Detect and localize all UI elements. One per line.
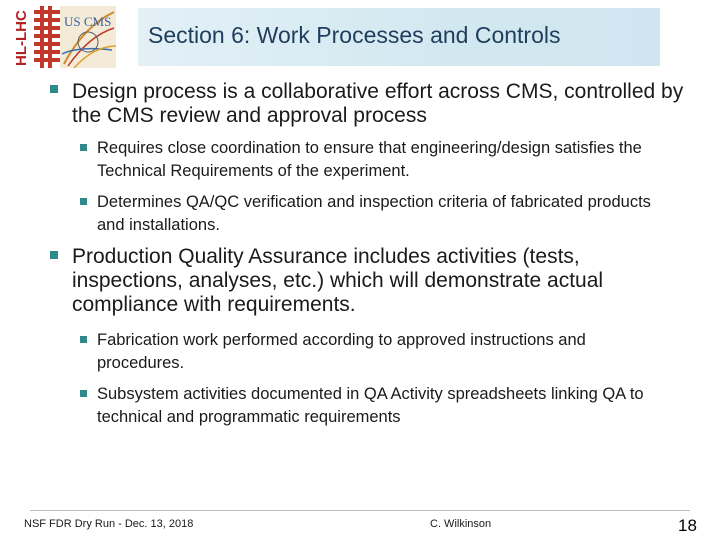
bullet-2: Production Quality Assurance includes activities (tests, inspections, analyses, etc.) which will demonstrate actual compliance with requirements. <box>72 245 604 316</box>
bullet-2-sub-2: Subsystem activities documented in QA Activity spreadsheets linking QA to technical and programmatic requirements <box>97 385 644 426</box>
footer-author: C. Wilkinson <box>430 518 492 530</box>
hl-lhc-logo <box>6 6 34 68</box>
sub-bullet-marker <box>80 390 87 397</box>
bullet-1-sub-2: Determines QA/QC verification and inspection criteria of fabricated products and installations. <box>97 193 651 234</box>
bullet-1: Design process is a collaborative effort across CMS, controlled by the CMS review and approval process <box>72 80 684 127</box>
cms-logo <box>34 6 116 68</box>
sub-bullet-marker <box>80 144 87 151</box>
bullet-marker <box>50 85 58 93</box>
sub-bullet-marker <box>80 198 87 205</box>
cms-logo-text: US CMS <box>64 14 112 29</box>
title-bar <box>138 8 660 66</box>
slide-title: Section 6: Work Processes and Controls <box>148 22 561 48</box>
hl-lhc-logo-text: HL-LHC <box>13 10 30 66</box>
sub-bullet-marker <box>80 336 87 343</box>
footer-divider <box>30 510 690 511</box>
bullet-2-sub-1: Fabrication work performed according to approved instructions and procedures. <box>97 331 586 372</box>
bullet-1-sub-1: Requires close coordination to ensure that engineering/design satisfies the Technical Requirements of the experiment. <box>97 139 642 180</box>
page-number: 18 <box>678 516 697 535</box>
footer-event: NSF FDR Dry Run - Dec. 13, 2018 <box>24 518 194 530</box>
bullet-marker <box>50 251 58 259</box>
